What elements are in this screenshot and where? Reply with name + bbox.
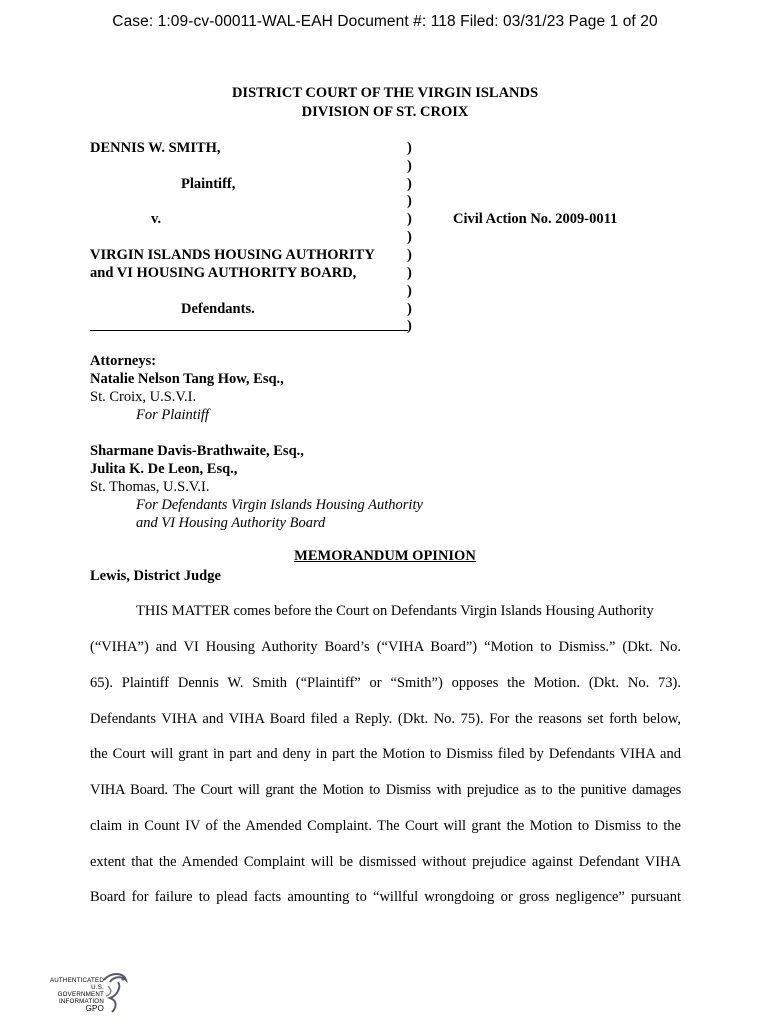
gpo-logo-text [46, 977, 104, 1012]
gpo-logo-line3: INFORMATION [58, 998, 104, 1005]
gpo-logo-line2: U.S. GOVERNMENT [57, 984, 104, 998]
caption-paren: ) [407, 265, 412, 281]
versus: v. [151, 211, 162, 227]
plaintiff-attorney-for: For Plaintiff [136, 407, 209, 423]
caption-paren: ) [407, 193, 412, 209]
caption-paren: ) [407, 211, 412, 227]
defense-attorney-2: Julita K. De Leon, Esq., [90, 461, 238, 477]
caption-paren: ) [407, 158, 412, 174]
opinion-line: Defendants VIHA and VIHA Board filed a Reply. (Dkt. No. 75). For the reasons set forth below, [90, 711, 681, 727]
caption-paren: ) [407, 176, 412, 192]
gpo-authenticated-logo [46, 972, 130, 1018]
gpo-logo-line4: GPO [85, 1004, 104, 1013]
defense-attorney-location: St. Thomas, U.S.V.I. [90, 479, 210, 495]
opinion-line: THIS MATTER comes before the Court on Defendants Virgin Islands Housing Authority [136, 603, 654, 619]
caption-paren: ) [407, 140, 412, 156]
gpo-logo-line1: AUTHENTICATED [49, 977, 104, 984]
defense-attorney-for-line2: and VI Housing Authority Board [136, 515, 326, 531]
case-header-stamp: Case: 1:09-cv-00011-WAL-EAH Document #: 118 Filed: 03/31/23 Page 1 of 20 [112, 13, 658, 30]
attorneys-heading: Attorneys: [90, 353, 157, 369]
plaintiff-attorney-location: St. Croix, U.S.V.I. [90, 389, 197, 405]
defendant-name-line2: and VI HOUSING AUTHORITY BOARD, [90, 265, 357, 281]
plaintiff-name: DENNIS W. SMITH, [90, 140, 221, 156]
eagle-icon [100, 972, 130, 1016]
civil-action-number: Civil Action No. 2009-0011 [453, 211, 618, 227]
opinion-line: 65). Plaintiff Dennis W. Smith (“Plaintiff” or “Smith”) opposes the Motion. (Dkt. No. 73). [90, 675, 681, 691]
caption-paren: ) [407, 247, 412, 263]
caption-paren: ) [407, 301, 412, 317]
court-name: DISTRICT COURT OF THE VIRGIN ISLANDS [231, 85, 539, 101]
caption-rule [90, 330, 408, 331]
opinion-line: Board for failure to plead facts amounting to “willful wrongdoing or gross negligence” pursuant [90, 889, 681, 905]
memorandum-title: MEMORANDUM OPINION [294, 548, 476, 564]
opinion-line: extent that the Amended Complaint will be dismissed without prejudice against Defendant VIHA [90, 854, 681, 870]
court-division: DIVISION OF ST. CROIX [301, 104, 469, 120]
opinion-line: VIHA Board. The Court will grant the Motion to Dismiss with prejudice as to the punitive damages [90, 782, 681, 798]
opinion-line: the Court will grant in part and deny in part the Motion to Dismiss filed by Defendants VIHA and [90, 746, 681, 762]
plaintiff-role: Plaintiff, [181, 176, 236, 192]
opinion-line: claim in Count IV of the Amended Complaint. The Court will grant the Motion to Dismiss to the [90, 818, 681, 834]
defendant-role: Defendants. [181, 301, 255, 317]
caption-paren: ) [407, 283, 412, 299]
caption-paren: ) [407, 229, 412, 245]
plaintiff-attorney: Natalie Nelson Tang How, Esq., [90, 371, 284, 387]
defense-attorney-for-line1: For Defendants Virgin Islands Housing Authority [136, 497, 423, 513]
defendant-name-line1: VIRGIN ISLANDS HOUSING AUTHORITY [90, 247, 375, 263]
opinion-line: (“VIHA”) and VI Housing Authority Board’s (“VIHA Board”) “Motion to Dismiss.” (Dkt. No. [90, 639, 681, 655]
judge-name: Lewis, District Judge [90, 568, 221, 584]
defense-attorney-1: Sharmane Davis-Brathwaite, Esq., [90, 443, 304, 459]
caption-paren: ) [407, 318, 412, 334]
